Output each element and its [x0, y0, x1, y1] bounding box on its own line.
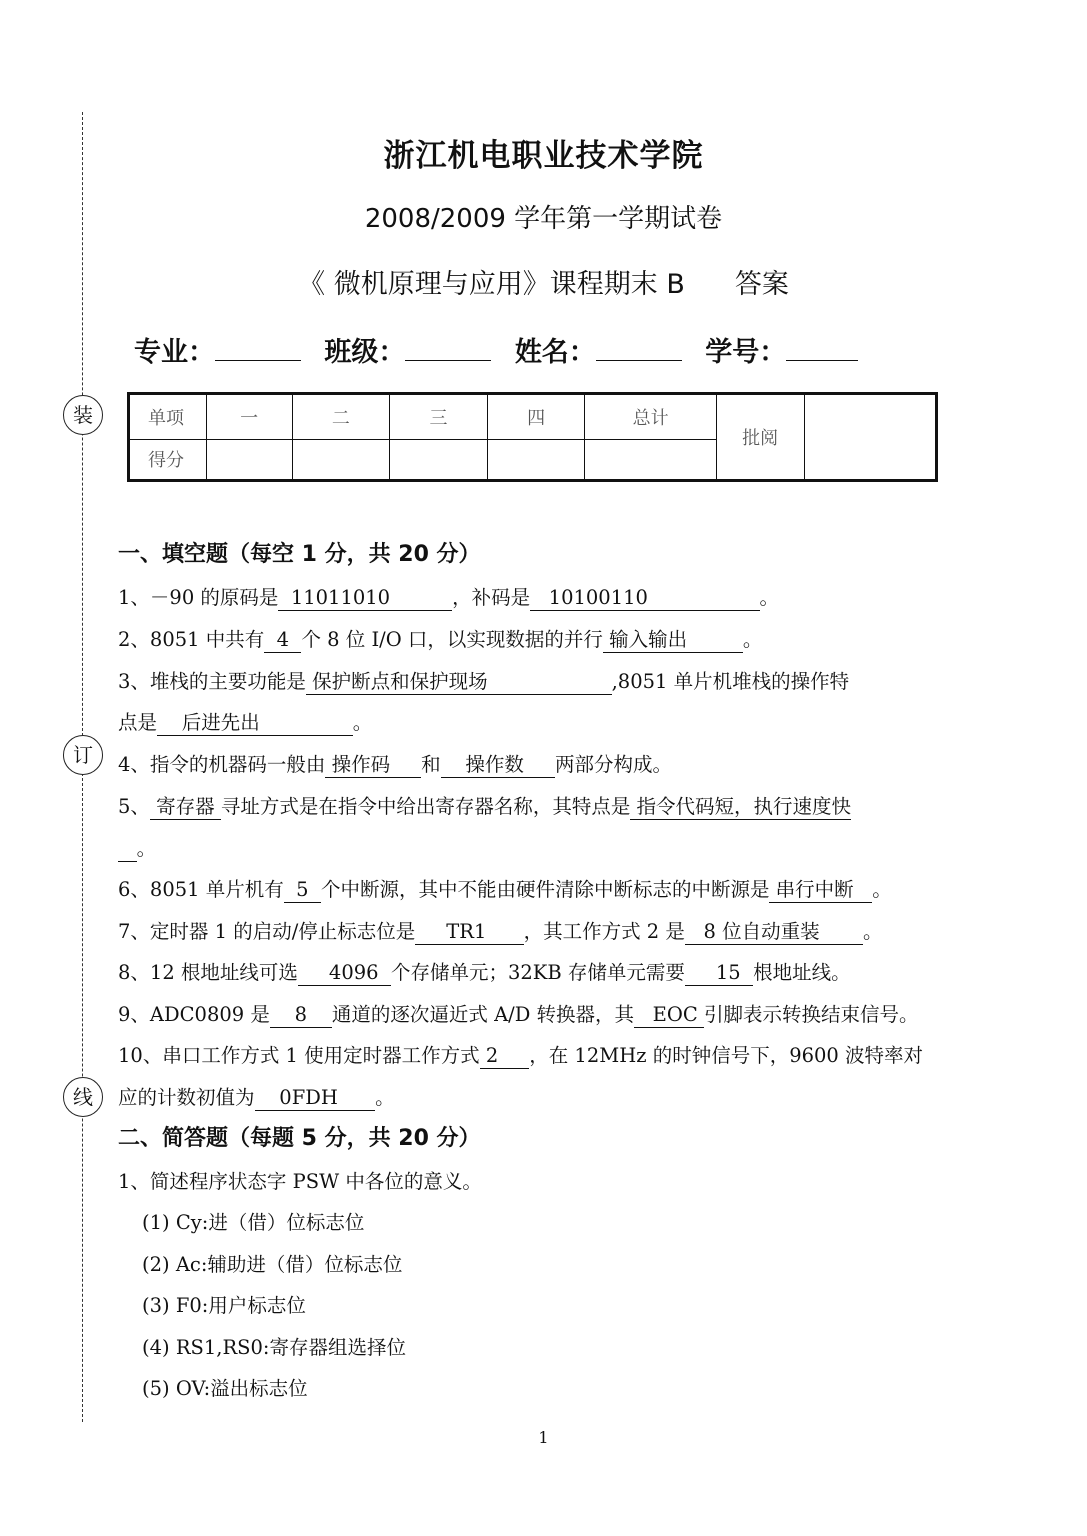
score-cell-2: [292, 439, 390, 480]
question-1-4: 4、指令的机器码一般由 操作码 和 操作数 两部分构成。: [118, 753, 672, 776]
score-row-label-item: 单项: [129, 394, 207, 440]
student-info-line: [134, 330, 872, 369]
name-label: 姓名：: [514, 337, 596, 368]
score-cell-4: [487, 439, 585, 480]
term-title: 2008/2009 学年第一学期试卷: [364, 204, 723, 234]
question-1-3: 3、堆栈的主要功能是 保护断点和保护现场 ,8051 单片机堆栈的操作特: [118, 670, 850, 693]
question-1-1: 1、－90 的原码是 11011010 ，补码是 10100110 。: [118, 586, 780, 609]
score-col-total: 总计: [585, 394, 716, 440]
binding-mark-ding: 订: [63, 735, 103, 775]
score-table: [127, 392, 938, 482]
section-2-title: 二、简答题（每题 5 分，共 20 分）: [118, 1126, 481, 1151]
answer-label: 答案: [734, 269, 789, 300]
binding-mark-zhuang: 装: [63, 395, 103, 435]
score-cell-3: [390, 439, 488, 480]
course-name: 《 微机原理与应用》课程期末 B: [298, 269, 685, 300]
psw-item-3: (3) F0:用户标志位: [142, 1294, 306, 1317]
course-title: [0, 262, 1087, 301]
question-1-10: 10、串口工作方式 1 使用定时器工作方式 2 ，在 12MHz 的时钟信号下，9600 波特率对: [118, 1044, 924, 1067]
major-blank: [215, 338, 301, 361]
id-blank: [786, 338, 858, 361]
score-col-1: 一: [206, 394, 292, 440]
question-1-7: 7、定时器 1 的启动/停止标志位是 TR1 ，其工作方式 2 是 8 位自动重装 。: [118, 920, 883, 943]
question-1-8: 8、12 根地址线可选 4096 个存储单元；32KB 存储单元需要 15 根地址线。: [118, 961, 851, 984]
score-col-4: 四: [487, 394, 585, 440]
question-1-10-cont: 应的计数初值为 0FDH 。: [118, 1086, 395, 1109]
class-label: 班级：: [324, 337, 406, 368]
score-row-label-score: 得分: [129, 439, 207, 480]
major-label: 专业：: [134, 337, 215, 368]
school-title: 浙江机电职业技术学院: [383, 138, 704, 174]
score-col-3: 三: [390, 394, 488, 440]
question-1-5: 5、 寄存器 寻址方式是在指令中给出寄存器名称，其特点是 指令代码短，执行速度快: [118, 795, 852, 818]
question-1-3-cont: 点是 后进先出 。: [118, 711, 373, 734]
question-1-6: 6、8051 单片机有 5 个中断源，其中不能由硬件清除中断标志的中断源是 串行中断 。: [118, 878, 892, 901]
review-cell: [804, 394, 936, 481]
name-blank: [596, 338, 682, 361]
psw-item-5: (5) OV:溢出标志位: [142, 1377, 308, 1400]
score-col-2: 二: [292, 394, 390, 440]
review-label: 批阅: [716, 394, 804, 481]
question-1-5-cont: 。: [118, 833, 156, 861]
psw-item-2: (2) Ac:辅助进（借）位标志位: [142, 1253, 403, 1276]
binding-mark-xian: 线: [63, 1077, 103, 1117]
psw-item-1: (1) Cy:进（借）位标志位: [142, 1211, 365, 1234]
question-2-1: 1、简述程序状态字 PSW 中各位的意义。: [118, 1170, 482, 1193]
id-label: 学号：: [705, 337, 787, 368]
score-cell-total: [585, 439, 716, 480]
question-1-2: 2、8051 中共有 4 个 8 位 I/O 口，以实现数据的并行 输入输出 。: [118, 628, 763, 651]
score-cell-1: [206, 439, 292, 480]
page-number: 1: [538, 1428, 549, 1447]
question-1-9: 9、ADC0809 是 8 通道的逐次逼近式 A/D 转换器，其 EOC 引脚表示转换结束信号。: [118, 1003, 919, 1026]
psw-item-4: (4) RS1,RS0:寄存器组选择位: [142, 1336, 406, 1359]
class-blank: [405, 338, 491, 361]
section-1-title: 一、填空题（每空 1 分，共 20 分）: [118, 542, 481, 567]
